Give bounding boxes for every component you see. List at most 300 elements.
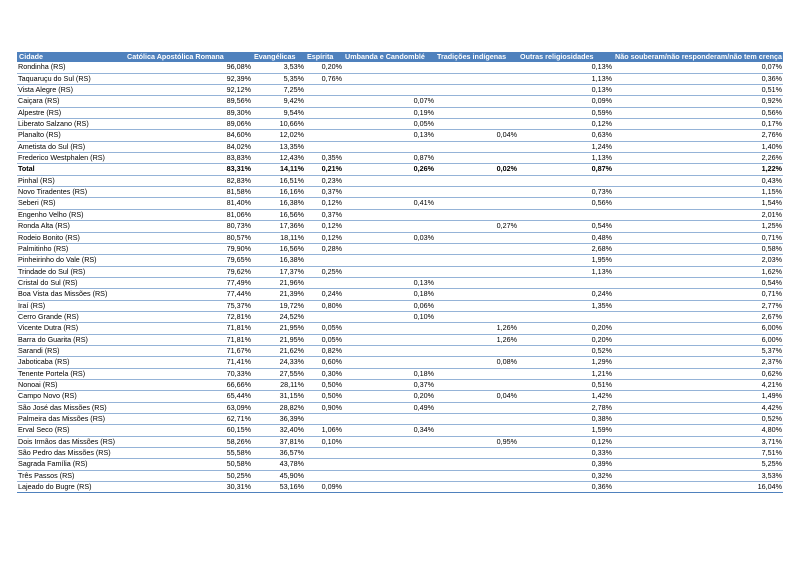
table-row <box>17 175 783 186</box>
cell-outras: 0,12% <box>518 119 613 130</box>
cell-cidade: Taquaruçu do Sul (RS) <box>17 73 125 84</box>
cell-espirita: 0,37% <box>305 209 343 220</box>
cell-cidade: Ronda Alta (RS) <box>17 221 125 232</box>
cell-sem-resposta: 2,76% <box>613 130 783 141</box>
cell-catolica: 92,39% <box>125 73 252 84</box>
cell-outras: 0,39% <box>518 459 613 470</box>
header-row <box>17 52 783 62</box>
table-row <box>17 368 783 379</box>
cell-catolica: 84,02% <box>125 141 252 152</box>
cell-outras: 1,13% <box>518 153 613 164</box>
cell-evangelicas: 27,55% <box>252 368 305 379</box>
cell-evangelicas: 36,57% <box>252 448 305 459</box>
cell-cidade: Frederico Westphalen (RS) <box>17 153 125 164</box>
cell-tradicoes-indigenas: 0,08% <box>435 357 518 368</box>
cell-umbanda: 0,07% <box>343 96 435 107</box>
cell-tradicoes-indigenas <box>435 85 518 96</box>
table-row <box>17 232 783 243</box>
cell-cidade: Dois Irmãos das Missões (RS) <box>17 436 125 447</box>
cell-sem-resposta: 16,04% <box>613 482 783 493</box>
cell-sem-resposta: 0,56% <box>613 107 783 118</box>
cell-evangelicas: 21,39% <box>252 289 305 300</box>
cell-espirita: 0,37% <box>305 187 343 198</box>
cell-outras: 0,24% <box>518 289 613 300</box>
cell-catolica: 79,65% <box>125 255 252 266</box>
table-row <box>17 448 783 459</box>
cell-evangelicas: 45,90% <box>252 470 305 481</box>
table-row <box>17 414 783 425</box>
cell-cidade: Sarandi (RS) <box>17 345 125 356</box>
cell-evangelicas: 36,39% <box>252 414 305 425</box>
cell-cidade: Seberi (RS) <box>17 198 125 209</box>
cell-catolica: 71,81% <box>125 334 252 345</box>
cell-espirita: 0,20% <box>305 62 343 73</box>
cell-cidade: Barra do Guarita (RS) <box>17 334 125 345</box>
cell-evangelicas: 14,11% <box>252 164 305 175</box>
cell-outras: 0,20% <box>518 323 613 334</box>
cell-sem-resposta: 4,21% <box>613 379 783 390</box>
cell-evangelicas: 7,25% <box>252 85 305 96</box>
cell-umbanda: 0,06% <box>343 300 435 311</box>
cell-cidade: Cristal do Sul (RS) <box>17 277 125 288</box>
cell-tradicoes-indigenas <box>435 187 518 198</box>
cell-cidade: Vista Alegre (RS) <box>17 85 125 96</box>
cell-outras: 1,42% <box>518 391 613 402</box>
religion-table <box>17 52 783 493</box>
cell-cidade: Sagrada Família (RS) <box>17 459 125 470</box>
cell-espirita <box>305 130 343 141</box>
cell-tradicoes-indigenas <box>435 96 518 107</box>
cell-tradicoes-indigenas: 0,02% <box>435 164 518 175</box>
cell-tradicoes-indigenas <box>435 300 518 311</box>
table-row <box>17 107 783 118</box>
cell-espirita: 0,50% <box>305 379 343 390</box>
cell-evangelicas: 9,42% <box>252 96 305 107</box>
cell-cidade: Palmitinho (RS) <box>17 243 125 254</box>
cell-outras: 1,35% <box>518 300 613 311</box>
cell-umbanda <box>343 482 435 493</box>
cell-umbanda: 0,34% <box>343 425 435 436</box>
cell-espirita: 0,28% <box>305 243 343 254</box>
cell-espirita <box>305 470 343 481</box>
cell-tradicoes-indigenas <box>435 73 518 84</box>
cell-evangelicas: 10,66% <box>252 119 305 130</box>
cell-catolica: 66,66% <box>125 379 252 390</box>
cell-evangelicas: 21,95% <box>252 323 305 334</box>
cell-cidade: Pinhal (RS) <box>17 175 125 186</box>
cell-evangelicas: 17,37% <box>252 266 305 277</box>
table-row <box>17 379 783 390</box>
cell-outras: 0,38% <box>518 414 613 425</box>
cell-tradicoes-indigenas <box>435 368 518 379</box>
cell-evangelicas: 12,43% <box>252 153 305 164</box>
column-header-tradicoes-indigenas: Tradições indígenas <box>435 52 518 62</box>
cell-umbanda: 0,49% <box>343 402 435 413</box>
cell-umbanda: 0,19% <box>343 107 435 118</box>
cell-sem-resposta: 4,80% <box>613 425 783 436</box>
cell-sem-resposta: 0,92% <box>613 96 783 107</box>
cell-catolica: 81,06% <box>125 209 252 220</box>
cell-catolica: 55,58% <box>125 448 252 459</box>
cell-sem-resposta: 4,42% <box>613 402 783 413</box>
cell-tradicoes-indigenas <box>435 119 518 130</box>
cell-catolica: 63,09% <box>125 402 252 413</box>
cell-evangelicas: 32,40% <box>252 425 305 436</box>
cell-cidade: Tenente Portela (RS) <box>17 368 125 379</box>
cell-sem-resposta: 0,62% <box>613 368 783 379</box>
cell-cidade: Planalto (RS) <box>17 130 125 141</box>
cell-sem-resposta: 0,71% <box>613 232 783 243</box>
table-row <box>17 96 783 107</box>
cell-evangelicas: 16,16% <box>252 187 305 198</box>
table-row <box>17 470 783 481</box>
cell-catolica: 77,49% <box>125 277 252 288</box>
cell-evangelicas: 19,72% <box>252 300 305 311</box>
cell-outras: 2,68% <box>518 243 613 254</box>
cell-sem-resposta: 6,00% <box>613 323 783 334</box>
cell-sem-resposta: 2,37% <box>613 357 783 368</box>
cell-sem-resposta: 5,37% <box>613 345 783 356</box>
cell-cidade: Rondinha (RS) <box>17 62 125 73</box>
cell-umbanda: 0,18% <box>343 289 435 300</box>
cell-umbanda <box>343 221 435 232</box>
table-row <box>17 357 783 368</box>
cell-outras: 1,13% <box>518 266 613 277</box>
cell-umbanda <box>343 175 435 186</box>
cell-espirita: 1,06% <box>305 425 343 436</box>
cell-outras: 0,20% <box>518 334 613 345</box>
cell-sem-resposta: 7,51% <box>613 448 783 459</box>
column-header-catolica: Católica Apostólica Romana <box>125 52 252 62</box>
cell-outras: 0,09% <box>518 96 613 107</box>
cell-tradicoes-indigenas <box>435 107 518 118</box>
cell-espirita: 0,50% <box>305 391 343 402</box>
cell-outras: 1,59% <box>518 425 613 436</box>
table-row <box>17 391 783 402</box>
cell-catolica: 71,67% <box>125 345 252 356</box>
cell-tradicoes-indigenas: 1,26% <box>435 323 518 334</box>
cell-evangelicas: 21,62% <box>252 345 305 356</box>
table-row <box>17 402 783 413</box>
cell-catolica: 79,90% <box>125 243 252 254</box>
cell-tradicoes-indigenas <box>435 255 518 266</box>
cell-outras: 1,24% <box>518 141 613 152</box>
cell-umbanda: 0,37% <box>343 379 435 390</box>
cell-evangelicas: 18,11% <box>252 232 305 243</box>
cell-cidade: Iraí (RS) <box>17 300 125 311</box>
cell-umbanda: 0,20% <box>343 391 435 402</box>
cell-sem-resposta: 0,36% <box>613 73 783 84</box>
cell-sem-resposta: 0,07% <box>613 62 783 73</box>
cell-umbanda: 0,13% <box>343 130 435 141</box>
cell-umbanda <box>343 345 435 356</box>
cell-umbanda <box>343 141 435 152</box>
cell-cidade: Boa Vista das Missões (RS) <box>17 289 125 300</box>
cell-sem-resposta: 1,54% <box>613 198 783 209</box>
table-row <box>17 141 783 152</box>
cell-catolica: 84,60% <box>125 130 252 141</box>
cell-umbanda <box>343 209 435 220</box>
cell-evangelicas: 5,35% <box>252 73 305 84</box>
cell-outras: 0,63% <box>518 130 613 141</box>
cell-tradicoes-indigenas <box>435 414 518 425</box>
cell-catolica: 77,44% <box>125 289 252 300</box>
cell-outras <box>518 209 613 220</box>
cell-evangelicas: 53,16% <box>252 482 305 493</box>
cell-cidade: Pinheirinho do Vale (RS) <box>17 255 125 266</box>
table-row <box>17 482 783 493</box>
cell-tradicoes-indigenas <box>435 289 518 300</box>
cell-outras: 0,52% <box>518 345 613 356</box>
cell-espirita: 0,12% <box>305 232 343 243</box>
cell-evangelicas: 16,51% <box>252 175 305 186</box>
cell-outras: 1,29% <box>518 357 613 368</box>
cell-outras: 0,56% <box>518 198 613 209</box>
cell-tradicoes-indigenas: 0,04% <box>435 391 518 402</box>
cell-umbanda <box>343 255 435 266</box>
cell-evangelicas: 16,56% <box>252 243 305 254</box>
cell-tradicoes-indigenas: 0,27% <box>435 221 518 232</box>
cell-outras: 2,78% <box>518 402 613 413</box>
cell-umbanda: 0,05% <box>343 119 435 130</box>
cell-evangelicas: 24,33% <box>252 357 305 368</box>
cell-tradicoes-indigenas <box>435 175 518 186</box>
cell-umbanda: 0,13% <box>343 277 435 288</box>
cell-umbanda <box>343 334 435 345</box>
cell-outras: 0,48% <box>518 232 613 243</box>
cell-espirita: 0,12% <box>305 221 343 232</box>
cell-sem-resposta: 3,71% <box>613 436 783 447</box>
cell-tradicoes-indigenas <box>435 402 518 413</box>
cell-catolica: 50,58% <box>125 459 252 470</box>
cell-outras <box>518 175 613 186</box>
cell-espirita: 0,12% <box>305 198 343 209</box>
cell-tradicoes-indigenas <box>435 470 518 481</box>
cell-sem-resposta: 1,22% <box>613 164 783 175</box>
cell-catolica: 60,15% <box>125 425 252 436</box>
cell-tradicoes-indigenas <box>435 345 518 356</box>
cell-cidade: Rodeio Bonito (RS) <box>17 232 125 243</box>
cell-sem-resposta: 0,54% <box>613 277 783 288</box>
cell-evangelicas: 16,56% <box>252 209 305 220</box>
cell-catolica: 80,57% <box>125 232 252 243</box>
cell-espirita <box>305 277 343 288</box>
cell-sem-resposta: 5,25% <box>613 459 783 470</box>
table-row <box>17 221 783 232</box>
cell-espirita: 0,23% <box>305 175 343 186</box>
cell-evangelicas: 21,95% <box>252 334 305 345</box>
cell-outras: 0,32% <box>518 470 613 481</box>
table-row <box>17 255 783 266</box>
cell-umbanda <box>343 62 435 73</box>
cell-catolica: 62,71% <box>125 414 252 425</box>
cell-outras: 1,13% <box>518 73 613 84</box>
cell-catolica: 80,73% <box>125 221 252 232</box>
cell-sem-resposta: 3,53% <box>613 470 783 481</box>
cell-umbanda <box>343 187 435 198</box>
cell-evangelicas: 37,81% <box>252 436 305 447</box>
cell-cidade: Novo Tiradentes (RS) <box>17 187 125 198</box>
cell-catolica: 50,25% <box>125 470 252 481</box>
column-header-evangelicas: Evangélicas <box>252 52 305 62</box>
cell-outras: 0,54% <box>518 221 613 232</box>
cell-catolica: 96,08% <box>125 62 252 73</box>
table-row <box>17 198 783 209</box>
cell-umbanda: 0,87% <box>343 153 435 164</box>
cell-espirita: 0,25% <box>305 266 343 277</box>
cell-cidade: Lajeado do Bugre (RS) <box>17 482 125 493</box>
cell-outras: 0,73% <box>518 187 613 198</box>
table-row <box>17 425 783 436</box>
cell-umbanda <box>343 414 435 425</box>
cell-evangelicas: 17,36% <box>252 221 305 232</box>
table-row <box>17 345 783 356</box>
cell-cidade: Campo Novo (RS) <box>17 391 125 402</box>
cell-catolica: 82,83% <box>125 175 252 186</box>
cell-cidade: São Pedro das Missões (RS) <box>17 448 125 459</box>
cell-sem-resposta: 1,40% <box>613 141 783 152</box>
column-header-sem-resposta: Não souberam/não responderam/não tem crença <box>615 52 782 61</box>
cell-tradicoes-indigenas <box>435 482 518 493</box>
cell-espirita <box>305 448 343 459</box>
cell-espirita <box>305 85 343 96</box>
cell-umbanda: 0,26% <box>343 164 435 175</box>
cell-cidade: Engenho Velho (RS) <box>17 209 125 220</box>
cell-catolica: 30,31% <box>125 482 252 493</box>
table-row <box>17 311 783 322</box>
cell-tradicoes-indigenas <box>435 266 518 277</box>
cell-outras: 0,36% <box>518 482 613 493</box>
cell-catolica: 81,58% <box>125 187 252 198</box>
cell-evangelicas: 3,53% <box>252 62 305 73</box>
cell-tradicoes-indigenas <box>435 232 518 243</box>
cell-cidade: Caiçara (RS) <box>17 96 125 107</box>
cell-evangelicas: 12,02% <box>252 130 305 141</box>
cell-evangelicas: 16,38% <box>252 198 305 209</box>
cell-cidade: Alpestre (RS) <box>17 107 125 118</box>
cell-tradicoes-indigenas <box>435 311 518 322</box>
cell-espirita: 0,05% <box>305 323 343 334</box>
cell-umbanda <box>343 357 435 368</box>
column-header-cidade: Cidade <box>17 52 125 62</box>
table-row <box>17 266 783 277</box>
cell-tradicoes-indigenas <box>435 141 518 152</box>
cell-catolica: 92,12% <box>125 85 252 96</box>
cell-catolica: 71,81% <box>125 323 252 334</box>
cell-tradicoes-indigenas <box>435 153 518 164</box>
cell-tradicoes-indigenas <box>435 459 518 470</box>
cell-sem-resposta: 1,49% <box>613 391 783 402</box>
cell-sem-resposta: 1,15% <box>613 187 783 198</box>
table-body <box>17 62 783 493</box>
total-row <box>17 164 783 175</box>
cell-umbanda <box>343 470 435 481</box>
cell-tradicoes-indigenas <box>435 62 518 73</box>
table-row <box>17 187 783 198</box>
cell-sem-resposta: 0,52% <box>613 414 783 425</box>
table-row <box>17 289 783 300</box>
cell-catolica: 58,26% <box>125 436 252 447</box>
cell-umbanda <box>343 459 435 470</box>
cell-evangelicas: 24,52% <box>252 311 305 322</box>
cell-espirita <box>305 107 343 118</box>
cell-cidade: Trindade do Sul (RS) <box>17 266 125 277</box>
cell-sem-resposta: 1,25% <box>613 221 783 232</box>
cell-tradicoes-indigenas <box>435 209 518 220</box>
cell-sem-resposta: 1,62% <box>613 266 783 277</box>
cell-umbanda: 0,18% <box>343 368 435 379</box>
cell-espirita: 0,21% <box>305 164 343 175</box>
cell-catolica: 89,56% <box>125 96 252 107</box>
cell-espirita: 0,30% <box>305 368 343 379</box>
cell-umbanda <box>343 85 435 96</box>
cell-evangelicas: 9,54% <box>252 107 305 118</box>
cell-sem-resposta: 0,58% <box>613 243 783 254</box>
cell-umbanda <box>343 243 435 254</box>
cell-espirita: 0,60% <box>305 357 343 368</box>
cell-espirita <box>305 96 343 107</box>
cell-catolica: 70,33% <box>125 368 252 379</box>
table-row <box>17 300 783 311</box>
table-row <box>17 277 783 288</box>
table-row <box>17 209 783 220</box>
cell-sem-resposta: 0,43% <box>613 175 783 186</box>
cell-espirita: 0,90% <box>305 402 343 413</box>
cell-tradicoes-indigenas <box>435 277 518 288</box>
cell-outras: 0,33% <box>518 448 613 459</box>
cell-catolica: 83,31% <box>125 164 252 175</box>
cell-cidade: Ametista do Sul (RS) <box>17 141 125 152</box>
cell-catolica: 89,30% <box>125 107 252 118</box>
cell-cidade: Total <box>17 164 125 175</box>
cell-outras: 1,95% <box>518 255 613 266</box>
cell-espirita: 0,35% <box>305 153 343 164</box>
cell-umbanda <box>343 436 435 447</box>
cell-outras: 0,59% <box>518 107 613 118</box>
cell-sem-resposta: 2,77% <box>613 300 783 311</box>
cell-espirita <box>305 414 343 425</box>
cell-tradicoes-indigenas <box>435 198 518 209</box>
table-row <box>17 130 783 141</box>
cell-outras <box>518 311 613 322</box>
cell-umbanda: 0,03% <box>343 232 435 243</box>
table-row <box>17 85 783 96</box>
cell-catolica: 71,41% <box>125 357 252 368</box>
cell-evangelicas: 31,15% <box>252 391 305 402</box>
column-header-outras: Outras religiosidades <box>518 52 613 62</box>
cell-catolica: 81,40% <box>125 198 252 209</box>
table-row <box>17 243 783 254</box>
cell-sem-resposta: 0,17% <box>613 119 783 130</box>
cell-tradicoes-indigenas <box>435 379 518 390</box>
cell-umbanda: 0,41% <box>343 198 435 209</box>
cell-cidade: Liberato Salzano (RS) <box>17 119 125 130</box>
cell-espirita <box>305 311 343 322</box>
cell-espirita <box>305 141 343 152</box>
cell-cidade: Três Passos (RS) <box>17 470 125 481</box>
cell-espirita <box>305 459 343 470</box>
cell-evangelicas: 43,78% <box>252 459 305 470</box>
cell-catolica: 89,06% <box>125 119 252 130</box>
cell-outras: 0,13% <box>518 85 613 96</box>
table-row <box>17 459 783 470</box>
cell-sem-resposta: 0,51% <box>613 85 783 96</box>
cell-umbanda <box>343 448 435 459</box>
cell-espirita <box>305 255 343 266</box>
table-row <box>17 62 783 73</box>
cell-catolica: 75,37% <box>125 300 252 311</box>
table-row <box>17 323 783 334</box>
